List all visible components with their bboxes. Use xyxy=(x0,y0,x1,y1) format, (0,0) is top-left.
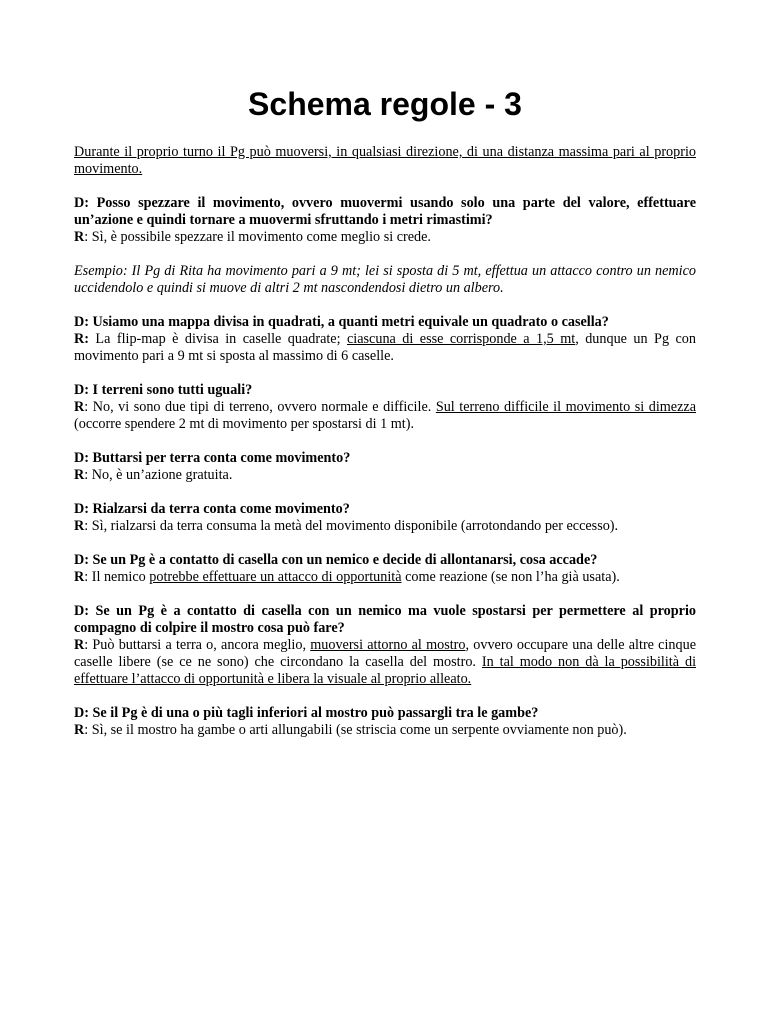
qa-item-8 xyxy=(74,705,696,739)
qa-item-2 xyxy=(74,314,696,365)
answer-text xyxy=(74,569,696,586)
answer-body: : Sì, è possibile spezzare il movimento come meglio si crede. xyxy=(84,229,431,245)
question-text: D: Rialzarsi da terra conta come movimento? xyxy=(74,501,350,517)
question-text: D: Se un Pg è a contatto di casella con un nemico ma vuole spostarsi per permettere al proprio compagno di colpire il mostro cosa può fare? xyxy=(74,603,696,636)
answer-label: R xyxy=(74,229,85,245)
answer-label: R xyxy=(74,467,85,483)
answer-text xyxy=(74,467,696,484)
answer-label: R xyxy=(74,518,85,534)
answer-text xyxy=(74,399,696,433)
answer-body: : Può buttarsi a terra o, ancora meglio, xyxy=(84,637,311,653)
answer-body: : No, è un’azione gratuita. xyxy=(84,467,233,483)
answer-text xyxy=(74,229,696,246)
answer-label: R xyxy=(74,569,85,585)
qa-item-5 xyxy=(74,501,696,535)
qa-item-3 xyxy=(74,382,696,433)
answer-text xyxy=(74,637,696,688)
question-text: D: Se un Pg è a contatto di casella con un nemico e decide di allontanarsi, cosa accade? xyxy=(74,552,598,568)
answer-body-end: (occorre spendere 2 mt di movimento per spostarsi di 1 mt). xyxy=(74,416,415,432)
answer-underlined: potrebbe effettuare un attacco di opportunità xyxy=(149,569,402,585)
answer-label: R xyxy=(74,637,85,653)
answer-text xyxy=(74,722,696,739)
answer-body-end: come reazione (se non l’ha già usata). xyxy=(401,569,620,585)
document-page xyxy=(74,86,696,756)
answer-underlined-end: In tal modo non dà la possibilità di effettuare l’attacco di opportunità e libera la visuale al proprio alleato. xyxy=(74,654,697,687)
answer-label: R xyxy=(74,722,85,738)
answer-body-end: , dunque un Pg con movimento pari a 9 mt si sposta al massimo di 6 caselle. xyxy=(74,331,696,364)
answer-body: : No, vi sono due tipi di terreno, ovvero normale e difficile. xyxy=(84,399,436,415)
answer-underlined: ciascuna di esse corrisponde a 1,5 mt xyxy=(347,331,576,347)
question-text: D: Buttarsi per terra conta come movimento? xyxy=(74,450,351,466)
answer-body: La flip-map è divisa in caselle quadrate; xyxy=(88,331,347,347)
answer-body: : Sì, rialzarsi da terra consuma la metà del movimento disponibile (arrotondando per eccesso). xyxy=(84,518,619,534)
answer-text xyxy=(74,518,696,535)
answer-text xyxy=(74,331,696,365)
answer-underlined: muoversi attorno al mostro xyxy=(310,637,466,653)
qa-item-6 xyxy=(74,552,696,586)
answer-body: : Il nemico xyxy=(84,569,150,585)
question-text: D: I terreni sono tutti uguali? xyxy=(74,382,253,398)
answer-label: R: xyxy=(74,331,89,347)
qa-item-1 xyxy=(74,195,696,246)
qa-item-4 xyxy=(74,450,696,484)
question-text: D: Usiamo una mappa divisa in quadrati, a quanti metri equivale un quadrato o casella? xyxy=(74,314,609,330)
question-text: D: Se il Pg è di una o più tagli inferiori al mostro può passargli tra le gambe? xyxy=(74,705,539,721)
question-text: D: Posso spezzare il movimento, ovvero muovermi usando solo una parte del valore, effettuare un’azione e quindi tornare a muovermi sfruttando i metri rimastimi? xyxy=(74,195,696,228)
qa-item-7 xyxy=(74,603,696,688)
answer-body-middle: , ovvero occupare una delle altre cinque caselle libere (se ce ne sono) che circondano la casella del mostro. xyxy=(74,637,696,670)
answer-underlined: Sul terreno difficile il movimento si dimezza xyxy=(435,399,696,415)
page-title: Schema regole - 3 xyxy=(248,86,522,122)
answer-label: R xyxy=(74,399,85,415)
answer-body: : Sì, se il mostro ha gambe o arti allungabili (se striscia come un serpente ovviamente non può). xyxy=(84,722,627,738)
example-paragraph: Esempio: Il Pg di Rita ha movimento pari a 9 mt; lei si sposta di 5 mt, effettua un attacco contro un nemico uccidendolo e quindi si muove di altri 2 mt nascondendosi dietro un albero. xyxy=(74,263,696,296)
intro-paragraph: Durante il proprio turno il Pg può muoversi, in qualsiasi direzione, di una distanza massima pari al proprio movimento. xyxy=(74,144,696,177)
